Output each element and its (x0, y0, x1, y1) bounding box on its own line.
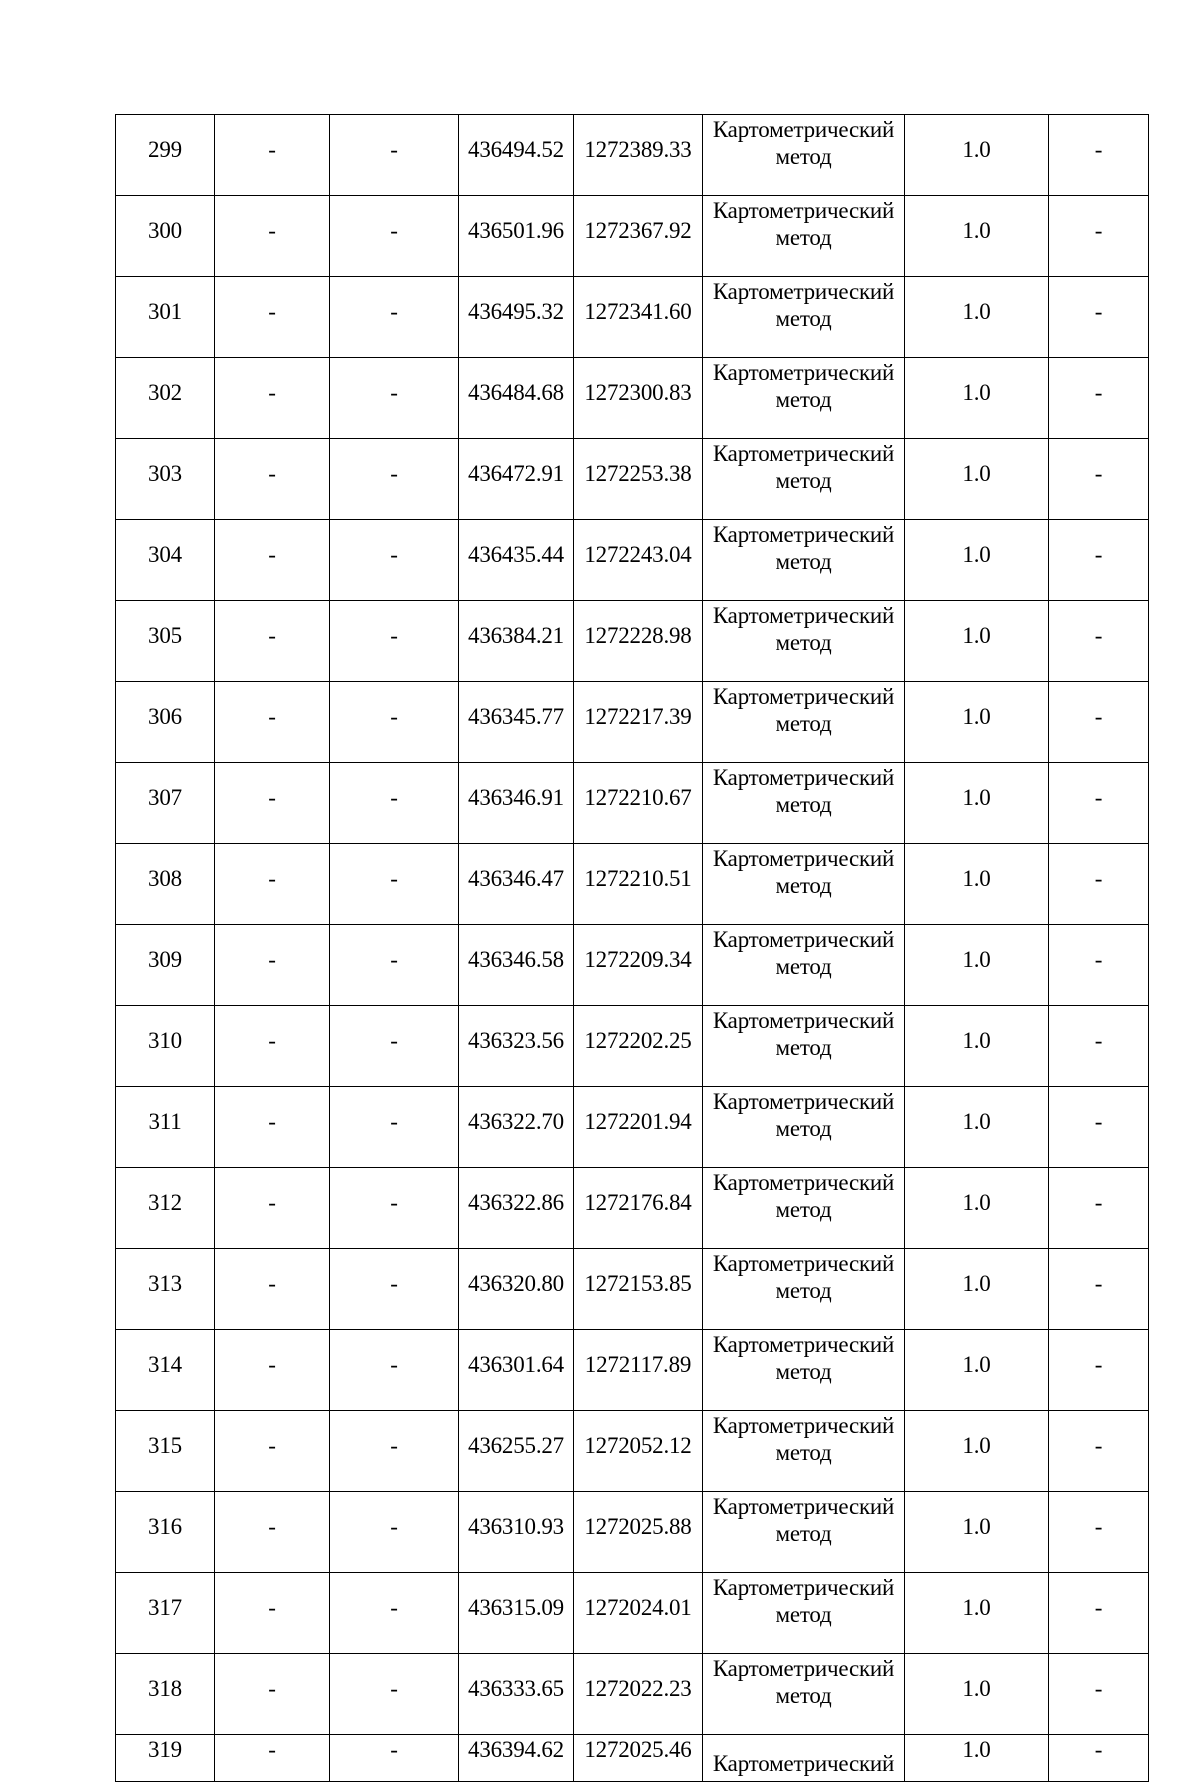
y-coordinate-cell: 1272210.51 (574, 844, 703, 925)
last-cell: - (1049, 1735, 1149, 1782)
point-number-cell: 310 (116, 1006, 215, 1087)
method-cell (703, 439, 905, 520)
table-row (116, 1249, 1149, 1330)
method-line-2: метод (775, 711, 832, 736)
y-coordinate-cell: 1272389.33 (574, 115, 703, 196)
point-number-cell: 304 (116, 520, 215, 601)
y-coordinate-cell: 1272176.84 (574, 1168, 703, 1249)
old-y-cell: - (330, 1249, 459, 1330)
x-coordinate-cell: 436255.27 (459, 1411, 574, 1492)
point-number-cell: 318 (116, 1654, 215, 1735)
point-number-cell: 312 (116, 1168, 215, 1249)
accuracy-cell: 1.0 (905, 358, 1049, 439)
x-coordinate-cell: 436346.47 (459, 844, 574, 925)
method-line-2: метод (775, 1440, 832, 1465)
method-cell (703, 1168, 905, 1249)
x-coordinate-cell: 436315.09 (459, 1573, 574, 1654)
method-line-1: Картометрический (712, 1089, 895, 1114)
table-row (116, 358, 1149, 439)
old-y-cell: - (330, 277, 459, 358)
method-cell (703, 196, 905, 277)
last-cell: - (1049, 844, 1149, 925)
method-line-2: метод (775, 873, 832, 898)
accuracy-cell: 1.0 (905, 520, 1049, 601)
old-y-cell: - (330, 358, 459, 439)
old-x-cell: - (215, 277, 330, 358)
table-row (116, 1411, 1149, 1492)
old-y-cell: - (330, 1411, 459, 1492)
method-line-1: Картометрический (712, 1413, 895, 1438)
y-coordinate-cell: 1272228.98 (574, 601, 703, 682)
old-x-cell: - (215, 1654, 330, 1735)
method-line-2: метод (775, 954, 832, 979)
old-x-cell: - (215, 1411, 330, 1492)
accuracy-cell: 1.0 (905, 196, 1049, 277)
table-row (116, 601, 1149, 682)
table-row (116, 115, 1149, 196)
x-coordinate-cell: 436394.62 (459, 1735, 574, 1782)
y-coordinate-cell: 1272300.83 (574, 358, 703, 439)
old-x-cell: - (215, 1087, 330, 1168)
table-row (116, 1087, 1149, 1168)
old-x-cell: - (215, 1249, 330, 1330)
old-y-cell: - (330, 1573, 459, 1654)
method-cell (703, 1492, 905, 1573)
table-row (116, 439, 1149, 520)
point-number-cell: 305 (116, 601, 215, 682)
table-row (116, 925, 1149, 1006)
y-coordinate-cell: 1272025.46 (574, 1735, 703, 1782)
accuracy-cell: 1.0 (905, 1654, 1049, 1735)
method-cell (703, 358, 905, 439)
y-coordinate-cell: 1272025.88 (574, 1492, 703, 1573)
point-number-cell: 319 (116, 1735, 215, 1782)
method-cell (703, 601, 905, 682)
old-y-cell: - (330, 601, 459, 682)
method-line-1: Картометрический (712, 1751, 895, 1776)
method-cell (703, 925, 905, 1006)
old-y-cell: - (330, 115, 459, 196)
x-coordinate-cell: 436322.86 (459, 1168, 574, 1249)
accuracy-cell: 1.0 (905, 763, 1049, 844)
y-coordinate-cell: 1272210.67 (574, 763, 703, 844)
method-line-2: метод (775, 1116, 832, 1141)
y-coordinate-cell: 1272367.92 (574, 196, 703, 277)
method-line-1: Картометрический (712, 1170, 895, 1195)
old-x-cell: - (215, 925, 330, 1006)
last-cell: - (1049, 925, 1149, 1006)
method-cell (703, 763, 905, 844)
old-x-cell: - (215, 358, 330, 439)
table-body (116, 115, 1149, 1782)
accuracy-cell: 1.0 (905, 925, 1049, 1006)
x-coordinate-cell: 436333.65 (459, 1654, 574, 1735)
table-row (116, 763, 1149, 844)
table-row (116, 1735, 1149, 1782)
method-cell (703, 682, 905, 763)
table-row (116, 1006, 1149, 1087)
last-cell: - (1049, 520, 1149, 601)
method-line-2: метод (775, 549, 832, 574)
x-coordinate-cell: 436494.52 (459, 115, 574, 196)
accuracy-cell: 1.0 (905, 1411, 1049, 1492)
method-line-2: метод (775, 306, 832, 331)
method-cell (703, 1735, 905, 1782)
accuracy-cell: 1.0 (905, 1735, 1049, 1782)
old-y-cell: - (330, 1654, 459, 1735)
method-line-2: метод (775, 1521, 832, 1546)
point-number-cell: 316 (116, 1492, 215, 1573)
method-line-2: метод (775, 1602, 832, 1627)
x-coordinate-cell: 436495.32 (459, 277, 574, 358)
method-line-2: метод (775, 225, 832, 250)
accuracy-cell: 1.0 (905, 1573, 1049, 1654)
y-coordinate-cell: 1272024.01 (574, 1573, 703, 1654)
method-line-2: метод (775, 1035, 832, 1060)
x-coordinate-cell: 436484.68 (459, 358, 574, 439)
x-coordinate-cell: 436301.64 (459, 1330, 574, 1411)
old-y-cell: - (330, 925, 459, 1006)
method-line-2: метод (775, 1683, 832, 1708)
x-coordinate-cell: 436384.21 (459, 601, 574, 682)
y-coordinate-cell: 1272253.38 (574, 439, 703, 520)
method-line-2: метод (775, 144, 832, 169)
old-x-cell: - (215, 115, 330, 196)
method-line-1: Картометрический (712, 927, 895, 952)
method-cell (703, 115, 905, 196)
y-coordinate-cell: 1272153.85 (574, 1249, 703, 1330)
last-cell: - (1049, 763, 1149, 844)
point-number-cell: 311 (116, 1087, 215, 1168)
table-row (116, 1168, 1149, 1249)
last-cell: - (1049, 1411, 1149, 1492)
last-cell: - (1049, 439, 1149, 520)
accuracy-cell: 1.0 (905, 277, 1049, 358)
last-cell: - (1049, 1249, 1149, 1330)
method-line-1: Картометрический (712, 603, 895, 628)
table-row (116, 196, 1149, 277)
old-x-cell: - (215, 763, 330, 844)
y-coordinate-cell: 1272202.25 (574, 1006, 703, 1087)
old-y-cell: - (330, 1735, 459, 1782)
x-coordinate-cell: 436322.70 (459, 1087, 574, 1168)
method-line-1: Картометрический (712, 522, 895, 547)
accuracy-cell: 1.0 (905, 115, 1049, 196)
x-coordinate-cell: 436472.91 (459, 439, 574, 520)
old-x-cell: - (215, 1330, 330, 1411)
old-x-cell: - (215, 601, 330, 682)
last-cell: - (1049, 277, 1149, 358)
point-number-cell: 317 (116, 1573, 215, 1654)
method-line-1: Картометрический (712, 1008, 895, 1033)
y-coordinate-cell: 1272243.04 (574, 520, 703, 601)
table-row (116, 1330, 1149, 1411)
method-line-1: Картометрический (712, 1494, 895, 1519)
accuracy-cell: 1.0 (905, 1330, 1049, 1411)
method-line-1: Картометрический (712, 846, 895, 871)
method-cell (703, 277, 905, 358)
method-line-2: метод (775, 1278, 832, 1303)
method-cell (703, 1654, 905, 1735)
y-coordinate-cell: 1272022.23 (574, 1654, 703, 1735)
last-cell: - (1049, 358, 1149, 439)
x-coordinate-cell: 436346.91 (459, 763, 574, 844)
method-cell (703, 1249, 905, 1330)
method-line-2: метод (775, 792, 832, 817)
table-row (116, 1492, 1149, 1573)
old-y-cell: - (330, 1006, 459, 1087)
x-coordinate-cell: 436501.96 (459, 196, 574, 277)
last-cell: - (1049, 196, 1149, 277)
old-x-cell: - (215, 1735, 330, 1782)
y-coordinate-cell: 1272341.60 (574, 277, 703, 358)
accuracy-cell: 1.0 (905, 1087, 1049, 1168)
method-line-2: метод (775, 630, 832, 655)
point-number-cell: 301 (116, 277, 215, 358)
point-number-cell: 315 (116, 1411, 215, 1492)
old-x-cell: - (215, 1492, 330, 1573)
y-coordinate-cell: 1272201.94 (574, 1087, 703, 1168)
accuracy-cell: 1.0 (905, 1168, 1049, 1249)
point-number-cell: 303 (116, 439, 215, 520)
point-number-cell: 300 (116, 196, 215, 277)
last-cell: - (1049, 682, 1149, 763)
last-cell: - (1049, 601, 1149, 682)
old-y-cell: - (330, 196, 459, 277)
old-x-cell: - (215, 844, 330, 925)
x-coordinate-cell: 436323.56 (459, 1006, 574, 1087)
method-line-1: Картометрический (712, 441, 895, 466)
last-cell: - (1049, 1573, 1149, 1654)
table-row (116, 844, 1149, 925)
accuracy-cell: 1.0 (905, 439, 1049, 520)
method-cell (703, 1330, 905, 1411)
point-number-cell: 302 (116, 358, 215, 439)
old-x-cell: - (215, 1006, 330, 1087)
accuracy-cell: 1.0 (905, 1249, 1049, 1330)
x-coordinate-cell: 436310.93 (459, 1492, 574, 1573)
point-number-cell: 314 (116, 1330, 215, 1411)
old-y-cell: - (330, 520, 459, 601)
method-line-1: Картометрический (712, 198, 895, 223)
x-coordinate-cell: 436345.77 (459, 682, 574, 763)
method-line-1: Картометрический (712, 360, 895, 385)
old-x-cell: - (215, 520, 330, 601)
y-coordinate-cell: 1272209.34 (574, 925, 703, 1006)
old-x-cell: - (215, 1573, 330, 1654)
old-y-cell: - (330, 763, 459, 844)
old-y-cell: - (330, 439, 459, 520)
last-cell: - (1049, 1168, 1149, 1249)
point-number-cell: 309 (116, 925, 215, 1006)
method-line-2: метод (775, 468, 832, 493)
method-line-2: метод (775, 387, 832, 412)
table-row (116, 1654, 1149, 1735)
method-line-1: Картометрический (712, 1656, 895, 1681)
last-cell: - (1049, 1492, 1149, 1573)
coordinates-table (115, 114, 1149, 1782)
point-number-cell: 308 (116, 844, 215, 925)
accuracy-cell: 1.0 (905, 1006, 1049, 1087)
last-cell: - (1049, 1330, 1149, 1411)
old-x-cell: - (215, 682, 330, 763)
old-y-cell: - (330, 1492, 459, 1573)
y-coordinate-cell: 1272217.39 (574, 682, 703, 763)
method-cell (703, 520, 905, 601)
last-cell: - (1049, 1654, 1149, 1735)
table-row (116, 682, 1149, 763)
x-coordinate-cell: 436435.44 (459, 520, 574, 601)
method-cell (703, 844, 905, 925)
point-number-cell: 306 (116, 682, 215, 763)
method-line-1: Картометрический (712, 684, 895, 709)
old-y-cell: - (330, 1168, 459, 1249)
method-line-1: Картометрический (712, 1332, 895, 1357)
point-number-cell: 313 (116, 1249, 215, 1330)
old-x-cell: - (215, 439, 330, 520)
old-x-cell: - (215, 1168, 330, 1249)
method-line-1: Картометрический (712, 1575, 895, 1600)
method-line-1: Картометрический (712, 1251, 895, 1276)
method-line-1: Картометрический (712, 117, 895, 142)
method-line-1: Картометрический (712, 279, 895, 304)
last-cell: - (1049, 115, 1149, 196)
old-x-cell: - (215, 196, 330, 277)
y-coordinate-cell: 1272117.89 (574, 1330, 703, 1411)
x-coordinate-cell: 436320.80 (459, 1249, 574, 1330)
point-number-cell: 299 (116, 115, 215, 196)
x-coordinate-cell: 436346.58 (459, 925, 574, 1006)
point-number-cell: 307 (116, 763, 215, 844)
method-line-2: метод (775, 1197, 832, 1222)
accuracy-cell: 1.0 (905, 1492, 1049, 1573)
method-cell (703, 1411, 905, 1492)
table-row (116, 1573, 1149, 1654)
y-coordinate-cell: 1272052.12 (574, 1411, 703, 1492)
last-cell: - (1049, 1006, 1149, 1087)
table-row (116, 520, 1149, 601)
old-y-cell: - (330, 1087, 459, 1168)
accuracy-cell: 1.0 (905, 682, 1049, 763)
old-y-cell: - (330, 1330, 459, 1411)
method-line-2: метод (775, 1359, 832, 1384)
last-cell: - (1049, 1087, 1149, 1168)
table-row (116, 277, 1149, 358)
method-cell (703, 1006, 905, 1087)
old-y-cell: - (330, 844, 459, 925)
accuracy-cell: 1.0 (905, 601, 1049, 682)
accuracy-cell: 1.0 (905, 844, 1049, 925)
method-line-1: Картометрический (712, 765, 895, 790)
old-y-cell: - (330, 682, 459, 763)
method-cell (703, 1087, 905, 1168)
method-cell (703, 1573, 905, 1654)
